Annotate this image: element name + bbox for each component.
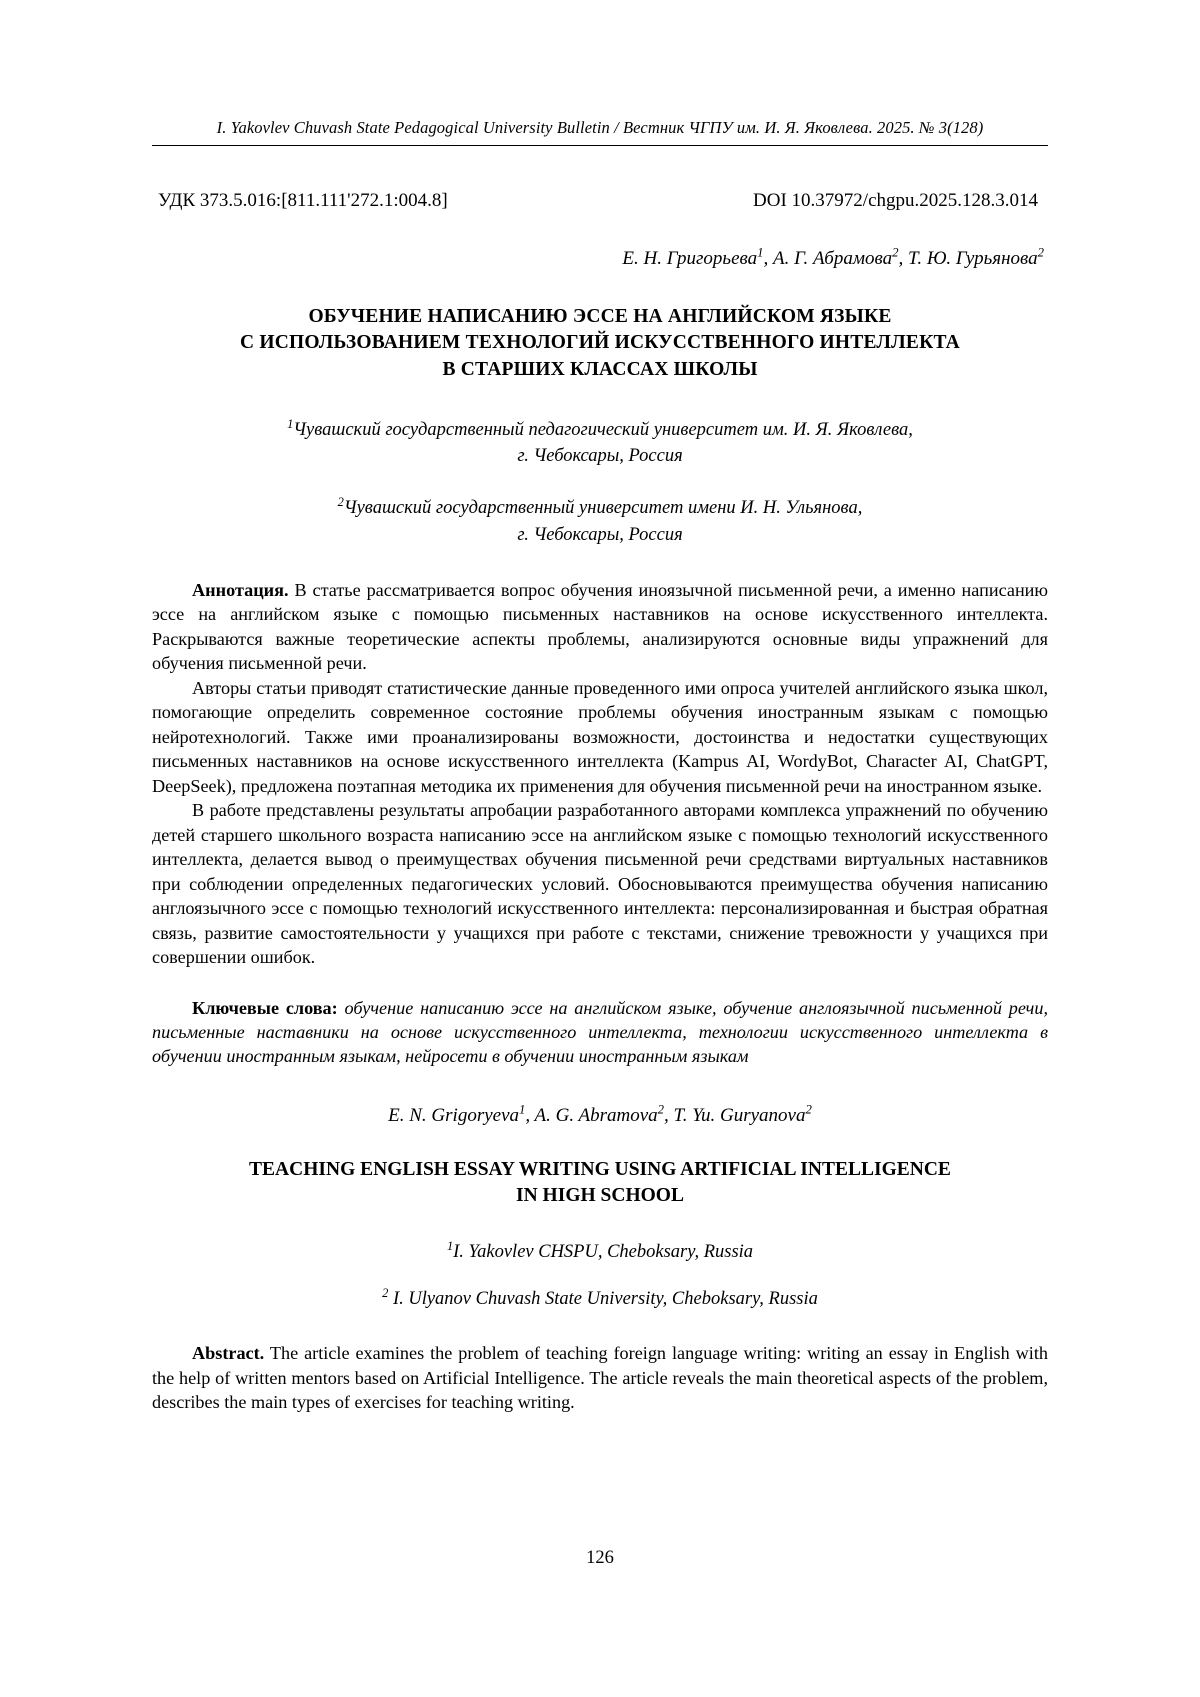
- doi-code: DOI 10.37972/chgpu.2025.128.3.014: [753, 190, 1038, 211]
- abstract-english-lead: Abstract.: [192, 1343, 265, 1364]
- keywords-russian: [152, 996, 1048, 1069]
- affiliation-english-1: $^1$I. Yakovlev CHSPU, Cheboksary, Russia: [446, 1238, 754, 1262]
- codes-row: [152, 190, 1048, 212]
- abstract-russian: [152, 578, 1048, 970]
- abstract-english-text: The article examines the problem of teaching foreign language writing: writing an essay in English with the help of written mentors based on Artificial Intelligence. The article reveals the main theoretical aspects of the problem, describes the main types of exercises for teaching writing.: [152, 1343, 1048, 1413]
- abstract-english: [152, 1341, 1048, 1415]
- title-english-line-2: IN HIGH SCHOOL: [516, 1185, 684, 1207]
- running-head: I. Yakovlev Chuvash State Pedagogical University Bulletin / Вестник ЧГПУ им. И. Я. Яковлева. 2025. № 3(128): [152, 118, 1048, 146]
- title-russian-line-3: В СТАРШИХ КЛАССАХ ШКОЛЫ: [442, 358, 758, 380]
- affiliation-english-2: $^2$ I. Ulyanov Chuvash State University, Cheboksary, Russia: [382, 1286, 818, 1310]
- abstract-russian-paragraph-3: В работе представлены результаты апробации разработанного авторами комплекса упражнений по обучению детей старшего школьного возраста написанию эссе на английском языке с помощью технологий искусственного интеллекта, делается вывод о преимуществах обучения письменной речи средствами виртуальных наставников при соблюдении определенных педагогических условий. Обосновываются преимущества обучения написанию англоязычного эссе с помощью технологий искусственного интеллекта: персонализированная и быстрая обратная связь, развитие самостоятельности у учащихся при работе с текстами, снижение тревожности у учащихся при совершении ошибок.: [152, 800, 1048, 968]
- affiliation-russian-1: [152, 417, 1048, 470]
- udk-code: УДК 373.5.016:[811.111'272.1:004.8]: [158, 190, 448, 211]
- affiliation-russian-1-line-1: $^1$Чувашский государственный педагогический университет им. И. Я. Яковлева,: [287, 416, 913, 440]
- authors-russian: [152, 245, 1048, 270]
- authors-russian-text: Е. Н. Григорьева$^1$, А. Г. Абрамова$^2$, Т. Ю. Гурьянова$^2$: [622, 245, 1044, 269]
- authors-english-text: E. N. Grigoryeva$^1$, A. G. Abramova$^2$, T. Yu. Guryanova$^2$: [388, 1102, 812, 1126]
- keywords-russian-lead: Ключевые слова:: [192, 997, 338, 1018]
- title-english: [152, 1157, 1048, 1210]
- affiliation-russian-2: [152, 495, 1048, 548]
- authors-english: [152, 1102, 1048, 1127]
- affiliation-russian-2-line-1: $^2$Чувашский государственный университет имени И. Н. Ульянова,: [337, 495, 863, 519]
- title-russian-line-2: С ИСПОЛЬЗОВАНИЕМ ТЕХНОЛОГИЙ ИСКУССТВЕННОГО ИНТЕЛЛЕКТА: [240, 332, 960, 354]
- abstract-russian-paragraph-1: [152, 578, 1048, 676]
- title-english-line-1: TEACHING ENGLISH ESSAY WRITING USING ARTIFICIAL INTELLIGENCE: [249, 1158, 951, 1180]
- affiliation-russian-2-line-2: г. Чебоксары, Россия: [517, 524, 683, 545]
- title-russian: [152, 304, 1048, 383]
- abstract-russian-lead: Аннотация.: [192, 580, 289, 600]
- title-russian-line-1: ОБУЧЕНИЕ НАПИСАНИЮ ЭССЕ НА АНГЛИЙСКОМ ЯЗЫКЕ: [308, 306, 892, 327]
- page-number: 126: [586, 1548, 614, 1568]
- affiliation-russian-1-line-2: г. Чебоксары, Россия: [517, 446, 683, 467]
- keywords-russian-text: обучение написанию эссе на английском языке, обучение англоязычной письменной речи, письменные наставники на основе искусственного интеллекта, технологии искусственного интеллекта в обучении иностранным языкам, нейросети в обучении иностранным языкам: [152, 997, 1048, 1067]
- abstract-english-paragraph: [152, 1341, 1048, 1415]
- abstract-russian-paragraph-1-text: В статье рассматривается вопрос обучения иноязычной письменной речи, а именно написанию эссе на английском языке с помощью письменных наставников на основе искусственного интеллекта. Раскрываются важные теоретические аспекты проблемы, анализируются основные виды упражнений для обучения письменной речи.: [152, 580, 1049, 674]
- abstract-russian-paragraph-2: Авторы статьи приводят статистические данные проведенного ими опроса учителей английского языка школ, помогающие определить современное состояние проблемы обучения иностранным языкам с помощью нейротехнологий. Также ими проанализированы возможности, достоинства и недостатки существующих письменных наставников на основе искусственного интеллекта (Kampus AI, WordyBot, Character AI, ChatGPT, DeepSeek), предложена поэтапная методика их применения для обучения письменной речи на иностранном языке.: [152, 677, 1048, 796]
